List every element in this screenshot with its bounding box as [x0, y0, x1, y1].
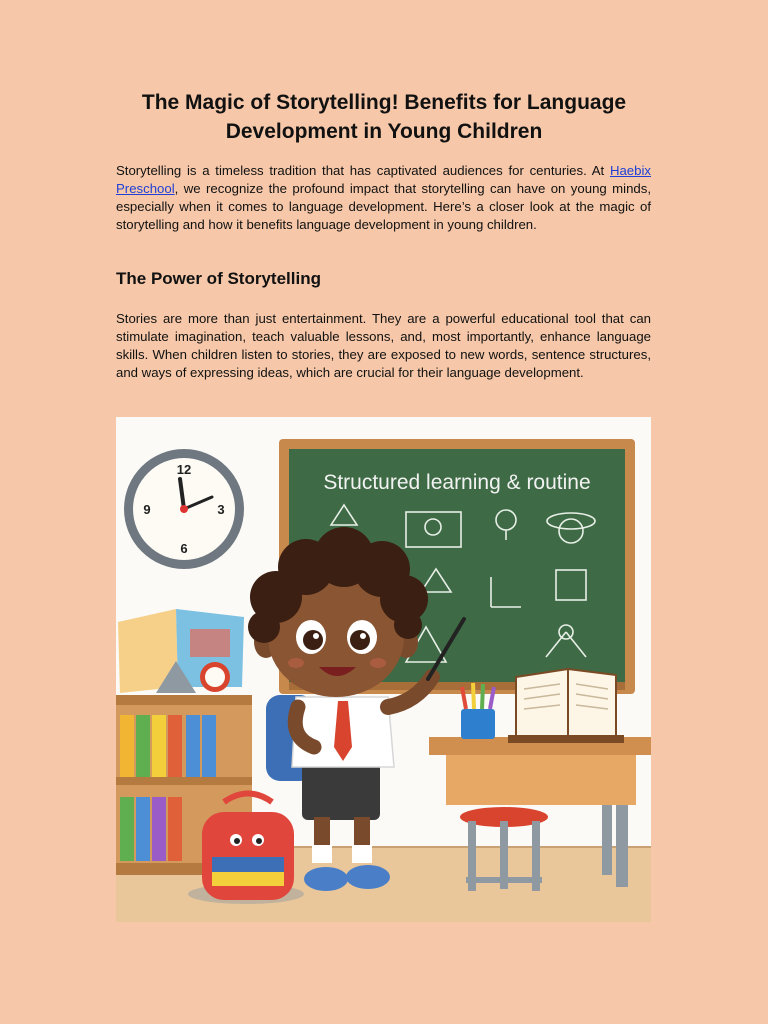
clock-number-6: 6 [180, 541, 188, 556]
chalkboard-text: Structured learning & routine [323, 471, 591, 494]
intro-text-after: , we recognize the profound impact that storytelling can have on young minds, especially when it comes to language development. Here’s a closer look at the magic of storytelling and how it benefits language development in young children. [116, 180, 651, 232]
article-title: The Magic of Storytelling! Benefits for Language Development in Young Children [141, 91, 627, 143]
intro-paragraph [116, 162, 651, 234]
intro-text-before: Storytelling is a timeless tradition that has captivated audiences for centuries. At [116, 163, 610, 178]
wall-clock [124, 449, 244, 569]
clock-number-9: 9 [143, 502, 151, 517]
clock-number-12: 12 [176, 462, 192, 477]
classroom-illustration-svg [116, 417, 651, 922]
clock-number-3: 3 [217, 502, 225, 517]
section-paragraph: Stories are more than just entertainment. They are a powerful educational tool that can stimulate imagination, teach valuable lessons, and, most importantly, enhance language skills. When children listen to stories, they are exposed to new words, sentence structures, and ways of expressing ideas, which are crucial for their language development. [116, 311, 651, 380]
classroom-illustration [116, 417, 651, 922]
stool [460, 807, 548, 891]
section-heading: The Power of Storytelling [116, 269, 321, 288]
haebix-preschool-link[interactable]: Haebix Preschool [116, 163, 651, 196]
